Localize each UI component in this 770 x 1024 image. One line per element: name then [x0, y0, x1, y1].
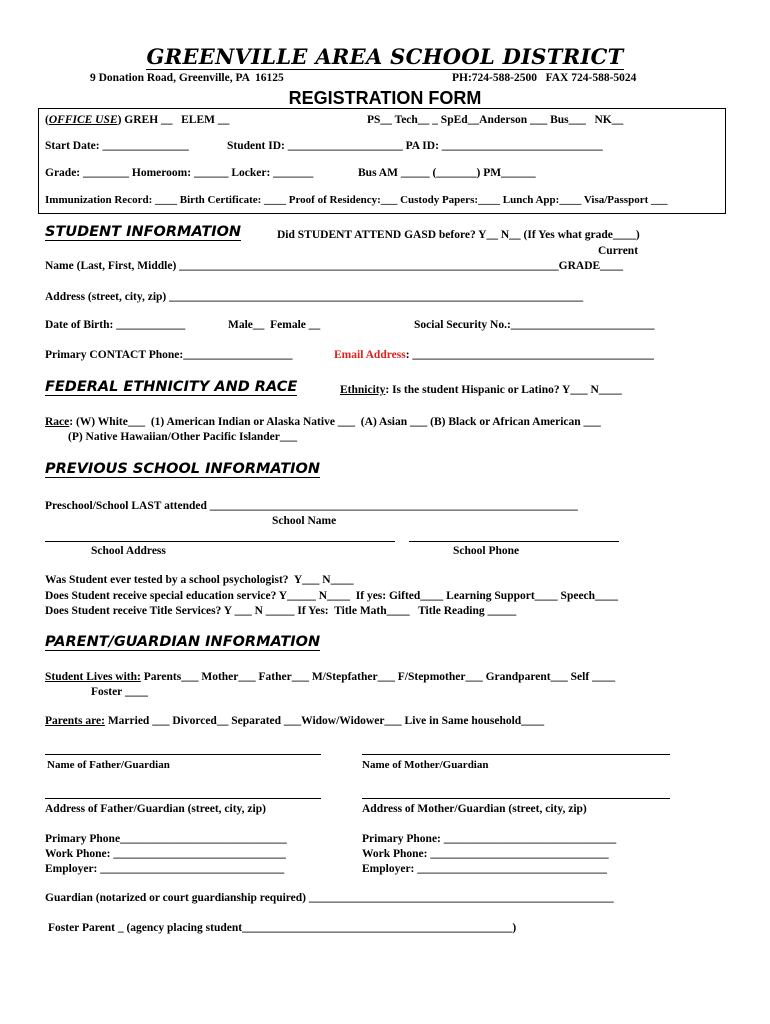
attend-gasd-question[interactable]: Did STUDENT ATTEND GASD before? Y__ N__ (If Yes what grade____): [277, 229, 640, 241]
school-name-label: School Name: [272, 515, 337, 527]
mother-address-line[interactable]: [362, 798, 670, 799]
school-phone-label: School Phone: [453, 545, 520, 557]
mother-name-label: Name of Mother/Guardian: [362, 759, 489, 771]
father-address-label: Address of Father/Guardian (street, city, zip): [45, 803, 266, 815]
sex-field[interactable]: Male__ Female __: [228, 319, 321, 331]
date-of-birth-field[interactable]: Date of Birth: ____________: [45, 319, 186, 331]
mother-name-line[interactable]: [362, 754, 670, 755]
mother-work-phone-field[interactable]: Work Phone: _______________________________: [362, 848, 609, 860]
father-address-line[interactable]: [45, 798, 321, 799]
student-info-heading: STUDENT INFORMATION: [45, 224, 242, 240]
title-services-question[interactable]: Does Student receive Title Services? Y ___ N _____ If Yes: Title Math____ Title Reading _____: [45, 605, 517, 617]
district-title: GREENVILLE AREA SCHOOL DISTRICT: [146, 44, 624, 69]
student-address-field[interactable]: Address (street, city, zip) ________________________________________________________________________: [45, 291, 584, 303]
bus-field[interactable]: Bus AM _____ (_______) PM______: [358, 167, 536, 179]
district-address: 9 Donation Road, Greenville, PA 16125: [90, 72, 284, 84]
father-name-label: Name of Father/Guardian: [47, 759, 170, 771]
student-id-field[interactable]: Student ID: ____________________ PA ID: ____________________________: [227, 140, 603, 152]
ssn-field[interactable]: Social Security No.:_________________________: [414, 319, 655, 331]
last-school-field[interactable]: Preschool/School LAST attended ________________________________________________________________: [45, 500, 578, 512]
previous-school-heading: PREVIOUS SCHOOL INFORMATION: [45, 461, 321, 477]
email-field[interactable]: Email Address: __________________________________________: [334, 349, 654, 361]
ethnicity-race-heading: FEDERAL ETHNICITY AND RACE: [45, 379, 298, 395]
form-title: REGISTRATION FORM: [288, 88, 482, 108]
start-date-field[interactable]: Start Date: _______________: [45, 140, 189, 152]
school-phone-line[interactable]: [409, 541, 619, 542]
mother-employer-field[interactable]: Employer: _________________________________: [362, 863, 608, 875]
foster-parent-field[interactable]: Foster Parent _ (agency placing student_______________________________________________): [48, 922, 517, 934]
father-name-line[interactable]: [45, 754, 321, 755]
mother-primary-phone-field[interactable]: Primary Phone: ______________________________: [362, 833, 617, 845]
race-options-2[interactable]: (P) Native Hawaiian/Other Pacific Islander___: [68, 431, 298, 443]
father-employer-field[interactable]: Employer: ________________________________: [45, 863, 285, 875]
school-address-line[interactable]: [45, 541, 395, 542]
parent-guardian-heading: PARENT/GUARDIAN INFORMATION: [45, 634, 321, 650]
school-address-label: School Address: [91, 545, 166, 557]
father-work-phone-field[interactable]: Work Phone: ______________________________: [45, 848, 286, 860]
current-label: Current: [598, 245, 639, 257]
grade-homeroom-locker-field[interactable]: Grade: ________ Homeroom: ______ Locker: _______: [45, 167, 314, 179]
parents-status[interactable]: Parents are: Married ___ Divorced__ Separated ___Widow/Widower___ Live in Same household____: [45, 715, 545, 727]
student-lives-with-foster[interactable]: Foster ____: [91, 686, 148, 698]
office-use-programs[interactable]: PS__ Tech__ _ SpEd__Anderson ___ Bus___ NK__: [367, 114, 624, 126]
office-use-row1: (OFFICE USE) GREH __ ELEM __: [45, 114, 230, 126]
mother-address-label: Address of Mother/Guardian (street, city, zip): [362, 803, 587, 815]
guardian-field[interactable]: Guardian (notarized or court guardianship required) _____________________________________________________: [45, 892, 614, 904]
district-phone-fax: PH:724-588-2500 FAX 724-588-5024: [452, 72, 637, 84]
ethnicity-question[interactable]: Ethnicity: Is the student Hispanic or Latino? Y___ N____: [340, 384, 622, 396]
primary-contact-phone-field[interactable]: Primary CONTACT Phone:___________________: [45, 349, 293, 361]
race-options[interactable]: Race: (W) White___ (1) American Indian or Alaska Native ___ (A) Asian ___ (B) Black or African American ___: [45, 416, 601, 428]
student-name-field[interactable]: Name (Last, First, Middle) __________________________________________________________________GRADE____: [45, 260, 624, 272]
special-ed-question[interactable]: Does Student receive special education service? Y_____ N____ If yes: Gifted____ Learning Support____ Speech____: [45, 590, 619, 602]
documents-checklist[interactable]: Immunization Record: ____ Birth Certificate: ____ Proof of Residency:___ Custody Papers:____ Lunch App:____ Visa/Passport ___: [45, 194, 668, 206]
student-lives-with[interactable]: Student Lives with: Parents___ Mother___ Father___ M/Stepfather___ F/Stepmother___ Grandparent___ Self ____: [45, 671, 616, 683]
father-primary-phone-field[interactable]: Primary Phone_____________________________: [45, 833, 287, 845]
psychologist-question[interactable]: Was Student ever tested by a school psychologist? Y___ N____: [45, 574, 354, 586]
